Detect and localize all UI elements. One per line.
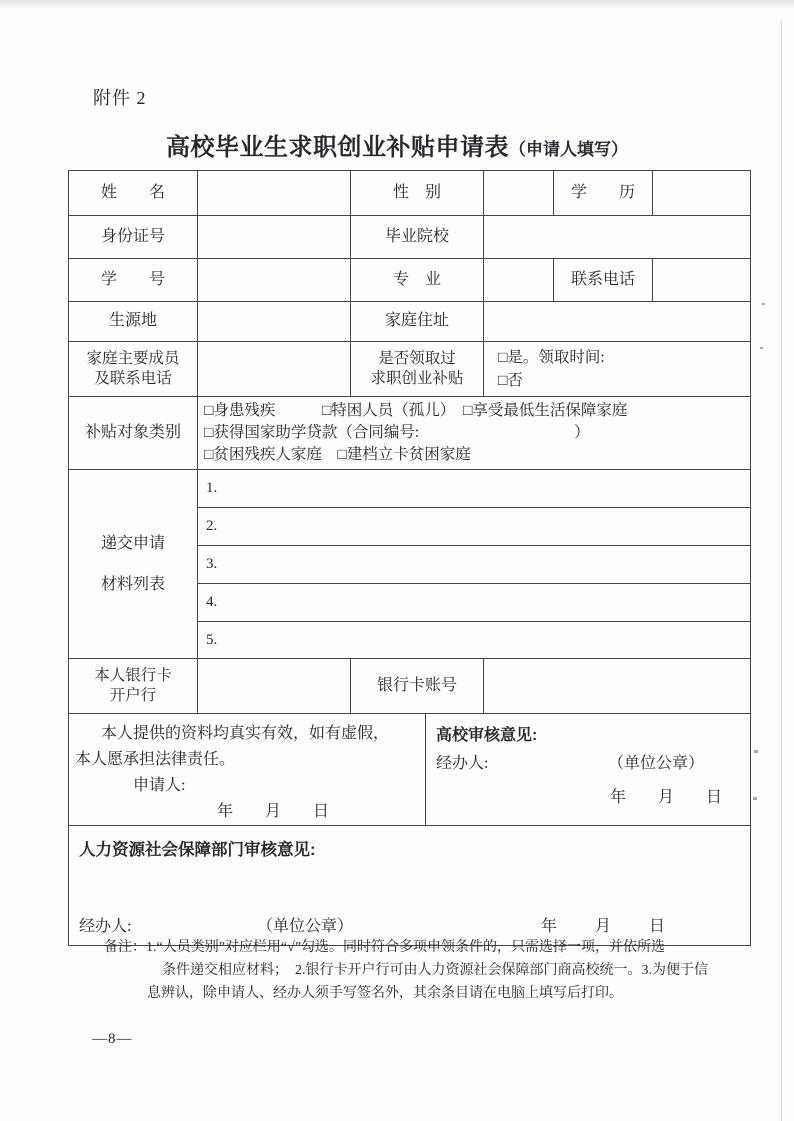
major-label: 专 业 — [351, 259, 484, 302]
material-item-4: 4. — [198, 584, 751, 622]
id-number-value-cell — [198, 216, 351, 259]
education-value-cell — [653, 171, 751, 216]
received-no-checkbox-option: □否 — [498, 372, 523, 389]
hr-review-cell — [69, 826, 751, 946]
subsidy-category-label: 补贴对象类别 — [69, 397, 198, 470]
row-studentid-major-phone — [69, 259, 751, 302]
attachment-label: 附件 2 — [93, 88, 147, 108]
scan-speck — [760, 347, 763, 349]
name-label: 姓 名 — [69, 171, 198, 216]
student-id-value-cell — [198, 259, 351, 302]
row-subsidy-category — [69, 397, 751, 470]
declaration-line2: 本人愿承担法律责任。 — [75, 751, 236, 768]
bank-account-label: 银行卡账号 — [351, 659, 484, 714]
family-members-label — [69, 342, 198, 397]
materials-list-label — [69, 470, 198, 659]
hr-review-signature-line — [69, 913, 750, 937]
hr-review-title: 人力资源社会保障部门审核意见: — [79, 841, 316, 859]
scan-speck — [754, 750, 758, 753]
bank-branch-label-line1: 本人银行卡 — [94, 666, 172, 684]
college-label: 毕业院校 — [351, 216, 484, 259]
material-item-2: 2. — [198, 508, 751, 546]
origin-label: 生源地 — [69, 302, 198, 342]
scan-speck — [753, 797, 757, 800]
row-material-1 — [69, 470, 751, 508]
address-value-cell — [484, 302, 751, 342]
college-review-date-label: 年 月 日 — [610, 789, 723, 806]
row-name-gender-education — [69, 171, 751, 216]
address-label: 家庭住址 — [351, 302, 484, 342]
college-review-title: 高校审核意见: — [436, 727, 538, 744]
received-yes-checkbox-option: □是。领取时间: — [498, 349, 605, 366]
category-options-line3: □贫困残疾人家庭 □建档立卡贫困家庭 — [204, 446, 471, 463]
form-title-suffix: （申请人填写） — [509, 140, 628, 159]
applicant-date-label: 年 月 日 — [217, 803, 330, 820]
scan-speck — [762, 303, 765, 305]
phone-value-cell — [653, 259, 751, 302]
received-subsidy-label-line2: 求职创业补贴 — [370, 370, 464, 387]
category-options-line1: □身患残疾 □特困人员（孤儿） □享受最低生活保障家庭 — [204, 402, 628, 419]
row-hr-review — [69, 826, 751, 946]
applicant-signature-label: 申请人: — [133, 777, 186, 794]
college-value-cell — [484, 216, 751, 259]
declaration-line1: 本人提供的资料均真实有效，如有虚假， — [101, 725, 390, 742]
material-item-1: 1. — [198, 470, 751, 508]
major-value-cell — [484, 259, 554, 302]
form-title: 高校毕业生求职创业补贴申请表 — [166, 134, 509, 161]
material-item-5: 5. — [198, 622, 751, 659]
name-value-cell — [198, 171, 351, 216]
college-seal-label: （单位公章） — [608, 755, 705, 772]
education-label: 学 历 — [554, 171, 653, 216]
footnote-line2: 条件递交相应材料； 2.银行卡开户行可由人力资源社会保障部门商高校统一。3.为便于信 — [162, 963, 708, 978]
gender-label: 性 别 — [351, 171, 484, 216]
materials-label-line1: 递交申请 — [100, 534, 165, 552]
row-declaration-review — [69, 714, 751, 826]
gender-value-cell — [484, 171, 554, 216]
family-members-label-line1: 家庭主要成员 — [86, 349, 180, 367]
hr-seal-label: （单位公章） — [257, 918, 354, 935]
page-number: —8— — [92, 1031, 133, 1047]
footnote-line1: 备注：1.“人员类别”对应栏用“√”勾选。同时符合多项申领条件的，只需选择一项，并依所选 — [104, 940, 666, 955]
materials-label-line2: 材料列表 — [100, 576, 165, 593]
received-subsidy-label-line1: 是否领取过 — [378, 349, 456, 367]
college-handler-label: 经办人: — [436, 755, 489, 772]
scan-edge-line — [781, 20, 782, 1121]
scan-edge-shadow — [0, 0, 794, 9]
footnotes — [104, 936, 744, 1005]
bank-branch-label — [69, 659, 198, 714]
row-origin-address — [69, 302, 751, 342]
hr-date-label: 年 月 日 — [541, 918, 668, 935]
page-title — [0, 127, 794, 162]
hr-handler-label: 经办人: — [79, 918, 132, 935]
bank-branch-label-line2: 开户行 — [109, 687, 157, 704]
bank-account-value-cell — [484, 659, 751, 714]
row-family-received — [69, 342, 751, 397]
category-options-line2: □获得国家助学贷款（合同编号: ） — [204, 424, 590, 441]
material-item-3: 3. — [198, 546, 751, 584]
row-bank — [69, 659, 751, 714]
id-number-label: 身份证号 — [69, 216, 198, 259]
bank-branch-value-cell — [198, 659, 351, 714]
family-members-label-line2: 及联系电话 — [94, 370, 172, 387]
student-id-label: 学 号 — [69, 259, 198, 302]
college-review-cell — [426, 714, 751, 826]
subsidy-category-options-cell — [198, 397, 751, 470]
phone-label: 联系电话 — [554, 259, 653, 302]
origin-value-cell — [198, 302, 351, 342]
footnote-line3: 息辨认，除申请人、经办人须手写签名外，其余条目请在电脑上填写后打印。 — [147, 986, 623, 1001]
college-review-handler-line — [426, 750, 750, 778]
received-subsidy-options-cell — [484, 342, 751, 397]
row-id-college — [69, 216, 751, 259]
family-members-value-cell — [198, 342, 351, 397]
application-form-table — [68, 170, 751, 946]
received-subsidy-label — [351, 342, 484, 397]
declaration-cell — [69, 714, 426, 826]
